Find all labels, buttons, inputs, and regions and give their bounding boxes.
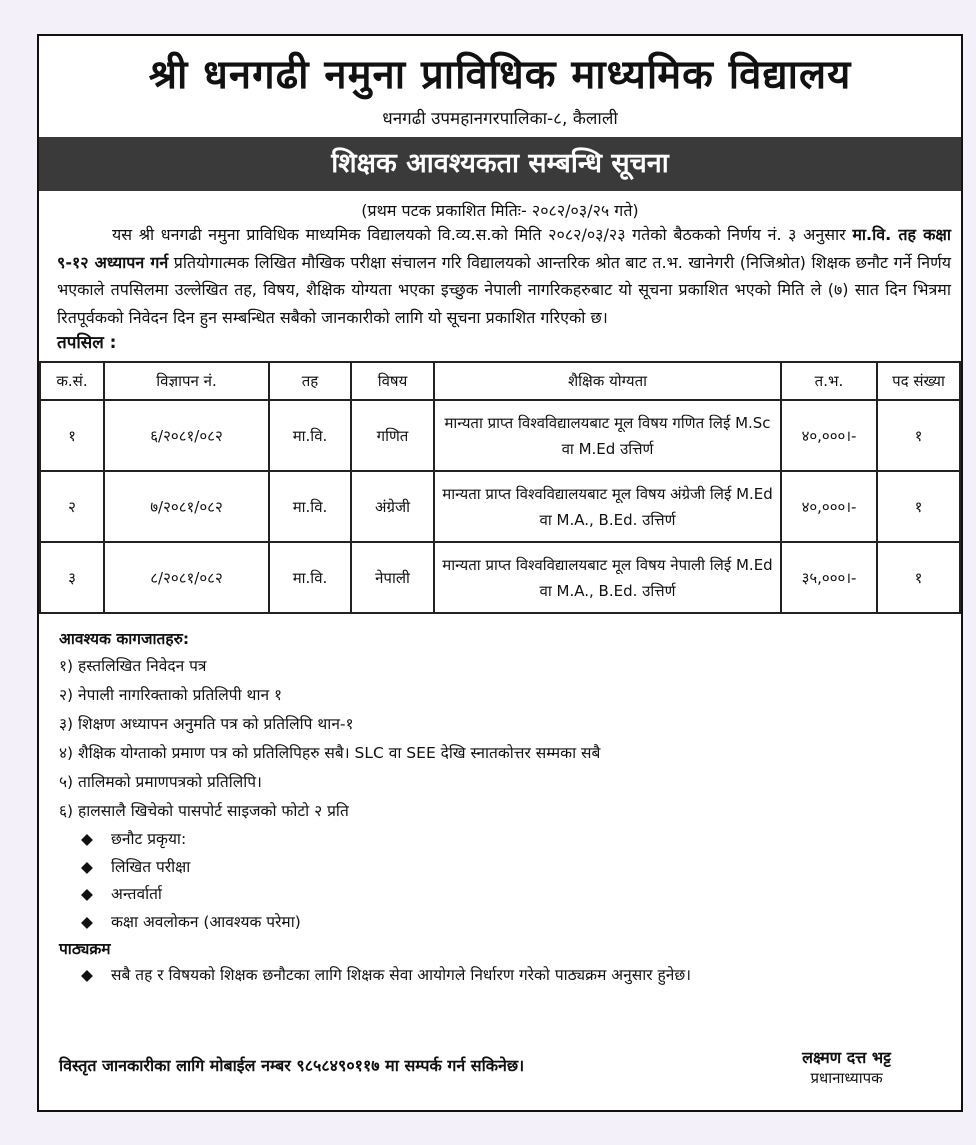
cell-salary: ४०,०००।- (781, 471, 877, 542)
vacancy-table (39, 361, 961, 614)
cell-salary: ४०,०००।- (781, 400, 877, 471)
col-subject: विषय (351, 362, 434, 400)
document-item: ३) शिक्षण अध्यापन अनुमति पत्र को प्रतिलिपि थान-१ (59, 715, 354, 733)
bullet-text: छनौट प्रकृया: (111, 830, 187, 848)
col-ad-no: विज्ञापन नं. (104, 362, 269, 400)
col-posts: पद संख्या (877, 362, 960, 400)
col-sn: क.सं. (40, 362, 104, 400)
document-item: ४) शैक्षिक योग्ताको प्रमाण पत्र को प्रतिलिपिहरु सबै। SLC वा SEE देखि स्नातकोत्तर सम्मका सबै (59, 744, 601, 762)
table-header-row (40, 362, 960, 400)
diamond-icon: ◆ (81, 912, 93, 931)
cell-ad-no: ७/२०८१/०८२ (104, 471, 269, 542)
cell-level: मा.वि. (269, 400, 351, 471)
published-date: (प्रथम पटक प्रकाशित मितिः- २०८२/०३/२५ गते) (361, 201, 639, 220)
notice-page (37, 34, 963, 1112)
bullet-text: लिखित परीक्षा (111, 857, 191, 876)
required-documents (39, 626, 961, 990)
contact-info: विस्तृत जानकारीका लागि मोबाईल नम्बर ९८५८४९०११७ मा सम्पर्क गर्न सकिनेछ। (59, 1056, 525, 1075)
para-part-1: यस श्री धनगढी नमुना प्राविधिक माध्यमिक विद्यालयको वि.व्य.स.को मिति २०८२/०३/२३ गतेको बैठकको निर्णय नं. ३ अनुसार (112, 225, 846, 244)
document-item: ५) तालिमको प्रमाणपत्रको प्रतिलिपि। (59, 773, 262, 791)
cell-ad-no: ८/२०८१/०८२ (104, 542, 269, 613)
cell-subject: नेपाली (351, 542, 434, 613)
diamond-icon: ◆ (81, 966, 93, 984)
signature-block (802, 1046, 891, 1088)
cell-posts: १ (877, 471, 960, 542)
cell-level: मा.वि. (269, 471, 351, 542)
para-bold: मा.वि. तह कक्षा ९-१२ अध्यापन गर्न (57, 225, 951, 272)
col-level: तह (269, 362, 351, 400)
syllabus-text: सबै तह र विषयको शिक्षक छनौटका लागि शिक्षक सेवा आयोगले निर्धारण गरेको पाठ्यक्रम अनुसार हुनेछ। (111, 966, 692, 984)
bullet-text: अन्तर्वार्ता (111, 885, 162, 903)
cell-posts: १ (877, 542, 960, 613)
signatory-name: लक्ष्मण दत्त भट्ट (802, 1048, 891, 1067)
notice-banner: शिक्षक आवश्यकता सम्बन्धि सूचना (39, 137, 961, 191)
syllabus-heading: पाठ्यक्रम (59, 940, 111, 958)
cell-subject: अंग्रेजी (351, 471, 434, 542)
cell-sn: ३ (40, 542, 104, 613)
syllabus-item (59, 962, 961, 990)
document-item: ६) हालसालै खिचेको पासपोर्ट साइजको फोटो २ प्रति (59, 802, 349, 820)
school-name: श्री धनगढी नमुना प्राविधिक माध्यमिक विद्यालय (148, 52, 852, 98)
document-item: २) नेपाली नागरिक्ताको प्रतिलिपी थान १ (59, 686, 283, 704)
bullet-item (59, 854, 961, 882)
cell-sn: १ (40, 400, 104, 471)
document-item: १) हस्तलिखित निवेदन पत्र (59, 657, 207, 675)
documents-heading: आवश्यक कागजातहरु: (59, 630, 190, 648)
table-row (40, 471, 960, 542)
cell-ad-no: ६/२०८१/०८२ (104, 400, 269, 471)
bullet-item (59, 909, 961, 937)
table-row (40, 542, 960, 613)
cell-qualification: मान्यता प्राप्त विश्वविद्यालयबाट मूल विषय नेपाली लिई M.Ed वा M.A., B.Ed. उत्तिर्ण (434, 542, 781, 613)
signatory-title: प्रधानाध्यापक (810, 1069, 883, 1087)
col-salary: त.भ. (781, 362, 877, 400)
bullet-text: कक्षा अवलोकन (आवश्यक परेमा) (111, 912, 301, 931)
col-qualification: शैक्षिक योग्यता (434, 362, 781, 400)
school-address: धनगढी उपमहानगरपालिका-८, कैलाली (382, 109, 618, 129)
cell-sn: २ (40, 471, 104, 542)
cell-posts: १ (877, 400, 960, 471)
bullet-item (59, 881, 961, 909)
details-heading: तपसिल : (57, 333, 117, 353)
notice-paragraph (39, 221, 961, 331)
cell-level: मा.वि. (269, 542, 351, 613)
cell-qualification: मान्यता प्राप्त विश्वविद्यालयबाट मूल विषय गणित लिई M.Sc वा M.Ed उत्तिर्ण (434, 400, 781, 471)
cell-qualification: मान्यता प्राप्त विश्वविद्यालयबाट मूल विषय अंग्रेजी लिई M.Ed वा M.A., B.Ed. उत्तिर्ण (434, 471, 781, 542)
bullet-item (59, 826, 961, 854)
diamond-icon: ◆ (81, 885, 93, 903)
table-row (40, 400, 960, 471)
para-part-2: प्रतियोगात्मक लिखित मौखिक परीक्षा संचालन गरि विद्यालयको आन्तरिक श्रोत बाट त.भ. खानेगरी (निजिश्रोत) शिक्षक छनौट गर्ने निर्णय भएकाले तपसिलमा उल्लेखित तह, विषय, शैक्षिक योग्यता भएका इच्छुक नेपाली नागरिकहरुबाट यो सूचना प्रकाशित भएको मिति ले (७) सात दिन भित्रमा रितपूर्वकको निवेदन दिन हुन सम्बन्धित सबैको जानकारीको लागि यो सूचना प्रकाशित गरिएको छ। (57, 252, 951, 327)
diamond-icon: ◆ (81, 830, 93, 848)
cell-salary: ३५,०००।- (781, 542, 877, 613)
diamond-icon: ◆ (81, 857, 93, 876)
cell-subject: गणित (351, 400, 434, 471)
